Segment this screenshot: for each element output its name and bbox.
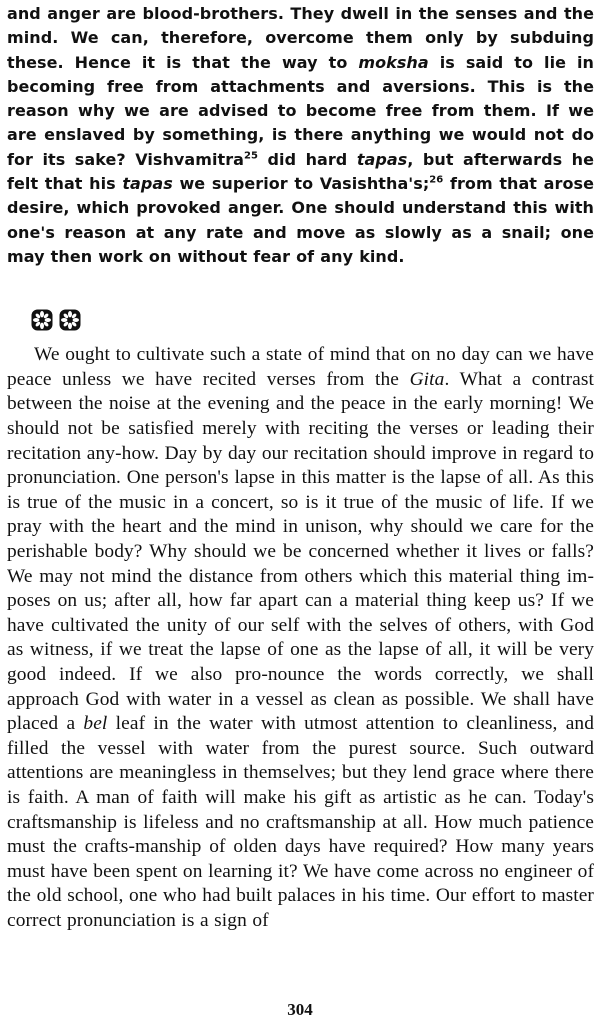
italic-term: tapas: [356, 149, 408, 169]
footnote-ref: 26: [429, 174, 444, 186]
text-segment: we superior to Vasishtha's;: [172, 174, 430, 194]
italic-term: tapas: [122, 174, 173, 194]
flower-ornament-icon: [59, 309, 81, 331]
page-number: 304: [287, 1000, 313, 1019]
text-segment: , but afterwards he felt that his: [7, 149, 594, 194]
text-segment: and anger are blood-brothers. They dwell in the senses and the mind. We can, therefore, overcome them only by subduing these. Hence it is that the way to: [7, 4, 594, 72]
section-divider: [31, 305, 594, 335]
italic-term: moksha: [358, 52, 429, 72]
paragraph-gita: [7, 343, 594, 933]
text-segment: We ought to cultivate such a state of mind that on no day can we have peace unless we have recited verses from the: [7, 344, 594, 390]
paragraph-anger: [7, 2, 594, 269]
text-segment: leaf in the water with utmost attention to cleanliness, and filled the vessel with water from the purest source. Such outward attentions are meaningless in themselves; but they lend grace where there is faith. A man of faith will make his gift as artistic as he can. Today's craftsmanship is lifeless and no craftsmanship at all. How much patience must the crafts-manship of olden days have required? How many years must have been spent on learning it? We have come across no engineer of the old school, one who had built palaces in his time. Our effort to master correct pronunciation is a sign of: [7, 713, 594, 931]
text-segment: did hard: [258, 149, 357, 169]
italic-term: Gita: [409, 368, 445, 390]
footnote-ref: 25: [244, 150, 259, 162]
flower-ornament-icon: [31, 309, 53, 331]
text-segment: is said to lie in becoming free from attachments and aversions. This is the reason why we are advised to become free from them. If we are enslaved by something, is there anything we would not do for its sake? Vishvamitra: [7, 52, 595, 169]
text-segment: . What a contrast between the noise at the evening and the peace in the early morning! We should not be satisfied merely with reciting the verses or leading their recitation any-how. Day by day our recitation should improve in regard to pronunciation. One person's lapse in this matter is the lapse of all. As this is true of the music in a concert, so is it true of the music of life. If we pray with the heart and the mind in unison, why should we care for the perishable body? Why should we be concerned whether it lives or falls? We may not mind the distance from others which this material thing im-poses on us; after all, how far apart can a material thing keep us? If we have cultivated the unity of our self with the selves of others, with God as witness, if we treat the lapse of one as the lapse of all, it will be very good indeed. If we also pro-nounce the words correctly, we shall approach God with water in a vessel as clean as possible. We shall have placed a: [7, 368, 594, 735]
text-segment: from that arose desire, which provoked anger. One should understand this with one's reason at any rate and move as slowly as a snail; one may then work on without fear of any kind.: [7, 174, 594, 266]
italic-term: bel: [83, 713, 108, 735]
